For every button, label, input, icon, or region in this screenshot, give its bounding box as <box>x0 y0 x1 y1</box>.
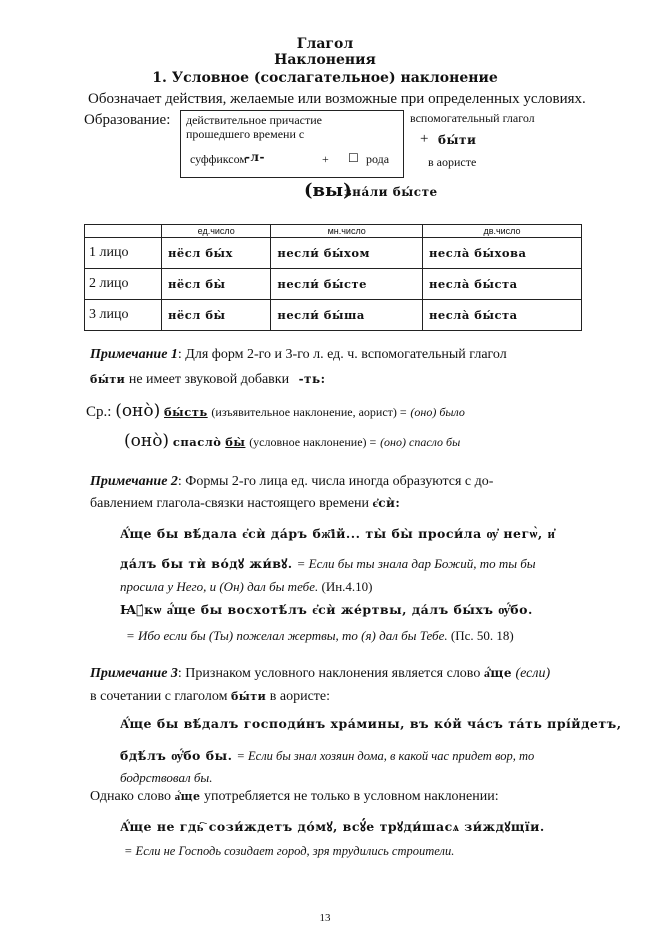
note1-line2 <box>90 372 326 388</box>
note3-contrast-text: Однако слово <box>90 789 172 804</box>
row-label: 1 лицо <box>85 238 162 269</box>
subsection-title: 1. Условное (сослагательное) наклонение <box>152 70 498 86</box>
cf2-translation: (оно) спасло бы <box>380 435 461 449</box>
note2-line2 <box>90 496 400 512</box>
note3-example1-trans: = Если бы знал хозяин дома, в какой час придет вор, то <box>236 749 535 763</box>
note1-text: : Для форм 2-го и 3-го л. ед. ч. вспомогательный глагол <box>177 347 507 362</box>
note3-line1 <box>90 666 550 682</box>
table-row <box>85 238 582 269</box>
note2-example1-cs: да́лъ бы тѝ во́дꙋ жи́вꙋ. <box>120 556 293 571</box>
note1-text2: не имеет звуковой добавки <box>128 372 290 387</box>
note3-text3: в аористе: <box>269 689 331 704</box>
formation-line2: прошедшего времени с <box>186 127 305 141</box>
note3-example2-trans: = Если не Господь созидает город, зря трудились строители. <box>124 844 455 858</box>
note3-example1-line3: бодрствовал бы. <box>120 770 213 785</box>
section-title: Наклонения <box>274 52 376 68</box>
table-header-row <box>85 225 582 238</box>
note2-example1-line1: А҆́ще бы вѣ́дала є҆сѝ да́ръ бж҃ій... ты̀ бы̀ проси́ла ѹ҆ негѡ̀, и҆ <box>120 526 556 541</box>
note2-example1-ref: (Ин.4.10) <box>321 579 373 594</box>
note2-example2-line2 <box>126 628 514 644</box>
note3-contrast <box>90 789 499 805</box>
note1-suffix: -ть: <box>298 372 326 386</box>
formation-line1: действительное причастие <box>186 113 322 127</box>
formation-label: Образование: <box>84 112 171 128</box>
conjugation-table <box>84 224 582 331</box>
note1-cf-line2 <box>124 431 460 451</box>
example-form: зна́ли бы́сте <box>344 185 438 199</box>
cf1-translation: (оно) было <box>410 405 465 419</box>
table-cell: нёсл бы̀ <box>162 300 271 331</box>
note3-example2-line1: А҆́ще не гдь҇ сози́ждетъ до́мꙋ, всꙋ́е трꙋди́шасѧ зи́ждꙋщїи. <box>120 819 545 834</box>
formation-gender: рода <box>366 152 390 166</box>
row-label: 2 лицо <box>85 269 162 300</box>
example-pronoun: (вы) <box>304 180 352 201</box>
note2-text2: бавлением глагола-связки настоящего времени <box>90 496 370 511</box>
note2-line1 <box>90 474 493 490</box>
note1-cf-line1 <box>86 401 465 421</box>
note3-example1-line2 <box>120 747 534 765</box>
table-cell: несла̀ бы́ста <box>422 300 581 331</box>
aux-label: вспомогательный глагол <box>410 111 535 125</box>
row-label: 3 лицо <box>85 300 162 331</box>
checkbox-icon: ☐ <box>348 151 359 165</box>
note3-example1-cs: бдѣ́лъ ѹ҆́бо бы. <box>120 748 233 763</box>
table-header: мн.число <box>271 225 423 238</box>
aux-plus: + <box>420 131 429 147</box>
note3-text2: в сочетании с глаголом <box>90 689 228 704</box>
note2-example1-trans2: просила у Него, и (Он) дал бы тебе. <box>120 579 319 594</box>
cf2-pronoun: (оно̀) <box>124 431 170 451</box>
note1-line1 <box>90 347 507 363</box>
table-cell: несли́ бы́ша <box>271 300 423 331</box>
table-corner <box>85 225 162 238</box>
chapter-title: Глагол <box>296 36 354 52</box>
cf1-pronoun: (оно̀) <box>115 401 161 421</box>
note2-example1-line2 <box>120 555 536 573</box>
note3-line2 <box>90 689 330 705</box>
table-cell: нёсл бы́х <box>162 238 271 269</box>
note3-example1-line1: А҆́ще бы вѣ́далъ господи́нъ хра́мины, въ ко́й ча́съ та́ть прі́йдетъ, <box>120 716 622 731</box>
note1-verb: бы́ти <box>90 373 126 386</box>
note2-example1-line3 <box>120 579 373 595</box>
cf2-explanation: (условное наклонение) = <box>249 435 377 449</box>
note2-word: є҆сѝ: <box>372 496 401 510</box>
aux-verb: бы́ти <box>438 133 477 147</box>
note3-word-trans: (если) <box>515 666 551 681</box>
cf1-explanation: (изъявительное наклонение, аорист) = <box>211 405 407 419</box>
table-header: дв.число <box>422 225 581 238</box>
cf1-verb: бы́сть <box>164 405 208 419</box>
table-cell: несла̀ бы́хова <box>422 238 581 269</box>
note1-label: Примечание 1 <box>90 347 178 362</box>
cf2-particle: бы̀ <box>225 435 246 449</box>
aux-tense: в аористе <box>428 155 477 169</box>
formation-suffix: -л- <box>245 150 265 164</box>
table-header: ед.число <box>162 225 271 238</box>
formation-suffix-label: суффиксом <box>190 152 247 166</box>
table-row <box>85 269 582 300</box>
page-number: 13 <box>319 912 331 924</box>
table-cell: несли́ бы́хом <box>271 238 423 269</box>
intro-text: Обозначает действия, желаемые или возможные при определенных условиях. <box>88 91 586 107</box>
note2-example1-trans: = Если бы ты знала дар Божий, то ты бы <box>296 556 536 571</box>
table-cell: нёсл бы̀ <box>162 269 271 300</box>
table-row <box>85 300 582 331</box>
note3-word: а҆́ще <box>483 666 512 680</box>
note3-contrast-end: употребляется не только в условном наклонении: <box>203 789 499 804</box>
cf-label: Ср.: <box>86 404 112 420</box>
cf2-verb: спасло̀ <box>172 435 222 449</box>
note3-contrast-word: а҆́ще <box>174 790 201 803</box>
note3-verb: бы́ти <box>230 690 267 703</box>
table-cell: несла̀ бы́ста <box>422 269 581 300</box>
note3-label: Примечание 3 <box>90 666 178 681</box>
formation-plus: + <box>322 152 329 166</box>
note2-example2-ref: (Пс. 50. 18) <box>450 628 514 643</box>
note2-example2-trans: = Ибо если бы (Ты) пожелал жертвы, то (я) дал бы Тебе. <box>126 628 448 643</box>
note2-example2-line1: Ꙗ҆́кѡ а҆́ще бы восхотѣ́лъ є҆сѝ же́ртвы, да́лъ бы́хъ ѹ҆́бо. <box>120 602 533 617</box>
note3-text: : Признаком условного наклонения является слово <box>177 666 481 681</box>
note2-label: Примечание 2 <box>90 474 178 489</box>
note2-text: : Формы 2-го лица ед. числа иногда образуются с до- <box>177 474 494 489</box>
table-cell: несли́ бы́сте <box>271 269 423 300</box>
